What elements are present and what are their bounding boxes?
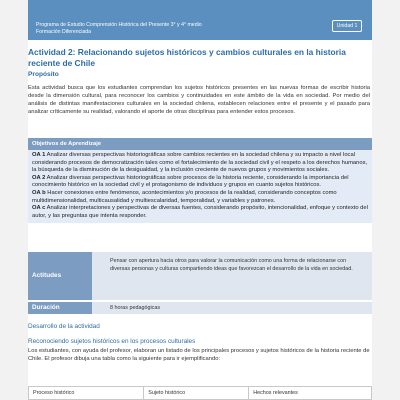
column-header: Hechos relevantes — [249, 387, 372, 400]
duracion-row — [28, 302, 372, 314]
desarrollo-text: Los estudiantes, con ayuda del profesor, elaboran un listado de los principales procesos y sujetos históricos de la historia reciente de Chile. El profesor dibuja una tabla como la siguiente para ir ejemplificando: — [28, 348, 370, 362]
objetivo-code: OA 1 — [32, 152, 46, 158]
objetivos-table — [28, 138, 372, 223]
actitudes-label: Actitudes — [28, 252, 92, 300]
desarrollo-heading: Desarrollo de la actividad — [28, 323, 100, 330]
objetivo-text: Analizar diversas perspectivas historiográficas sobre cambios recientes en la sociedad chilena y su impacto a nivel local considerando procesos de democratización tales como el fortalecimiento de la sociedad civil y el respeto a los derechos humanos, la búsqueda de la disminución de la desigualdad, y la inclusión creciente de nuevos grupos y movimientos sociales. — [32, 152, 368, 174]
column-header: Sujeto histórico — [144, 387, 249, 400]
table-header-row — [29, 387, 372, 400]
activity-title: Actividad 2: Relacionando sujetos históricos y cambios culturales en la historia reciente de Chile — [28, 47, 346, 68]
program-title: Programa de Estudio Comprensión Histórica del Presente 3° y 4° medio — [36, 22, 202, 28]
procesos-table — [28, 386, 372, 400]
objetivos-heading: Objetivos de Aprendizaje — [28, 138, 372, 150]
duracion-label: Duración — [28, 302, 92, 314]
objetivos-body — [28, 150, 372, 223]
objetivo-text: Analizar diversas perspectivas historiográficas sobre procesos de la historia reciente, considerando la importancia del conocimiento histórico en la sociedad civil y el protagonismo de individuos y grupos en cuanto sujetos históricos. — [32, 174, 349, 189]
objetivo-item — [32, 190, 368, 205]
proposito-heading: Propósito — [28, 71, 59, 78]
duracion-text: 8 horas pedagógicas — [110, 305, 161, 311]
actitudes-row — [28, 252, 372, 300]
program-subtitle: Formación Diferenciada — [36, 29, 92, 35]
desarrollo-subheading: Reconociendo sujetos históricos en los procesos culturales — [28, 338, 196, 345]
objetivo-item — [32, 175, 368, 190]
objetivo-code: OA c — [32, 205, 46, 212]
objetivo-item — [32, 152, 368, 175]
objetivo-text: Analizar interpretaciones y perspectivas de diversas fuentes, considerando propósito, intencionalidad, enfoque y contexto del autor, y las preguntas que intenta responder. — [32, 205, 368, 219]
unit-badge: Unidad 1 — [332, 20, 362, 32]
objetivo-code: OA 2 — [32, 174, 46, 181]
objetivo-item — [32, 205, 368, 220]
objetivo-text: Hacer conexiones entre fenómenos, acontecimientos y/o procesos de la realidad, considerando conceptos como multidimensionalidad, multicausalidad y multiescalaridad, temporalidad, y variables y patrones. — [32, 189, 337, 204]
actitudes-text: Pensar con apertura hacia otros para valorar la comunicación como una forma de relacionarse con diversas personas y culturas compartiendo ideas que favorezcan el desarrollo de la vida en sociedad. — [110, 258, 353, 272]
proposito-text: Esta actividad busca que los estudiantes comprendan los sujetos históricos presentes en las nuevas formas de escribir historia desde la dimensión cultural, para reconocer los cambios y continuidades en este ámbito de la vida en sociedad. Por medio del análisis de distintas manifestaciones culturales en la sociedad chilena, establecen relaciones entre el presente y el pasado para analizar críticamente su realidad, valorando el aporte de otras disciplinas para entender estos procesos. — [28, 85, 370, 115]
column-header: Proceso histórico — [29, 387, 144, 400]
page-header — [28, 0, 372, 40]
objetivo-code: OA b — [32, 189, 46, 196]
